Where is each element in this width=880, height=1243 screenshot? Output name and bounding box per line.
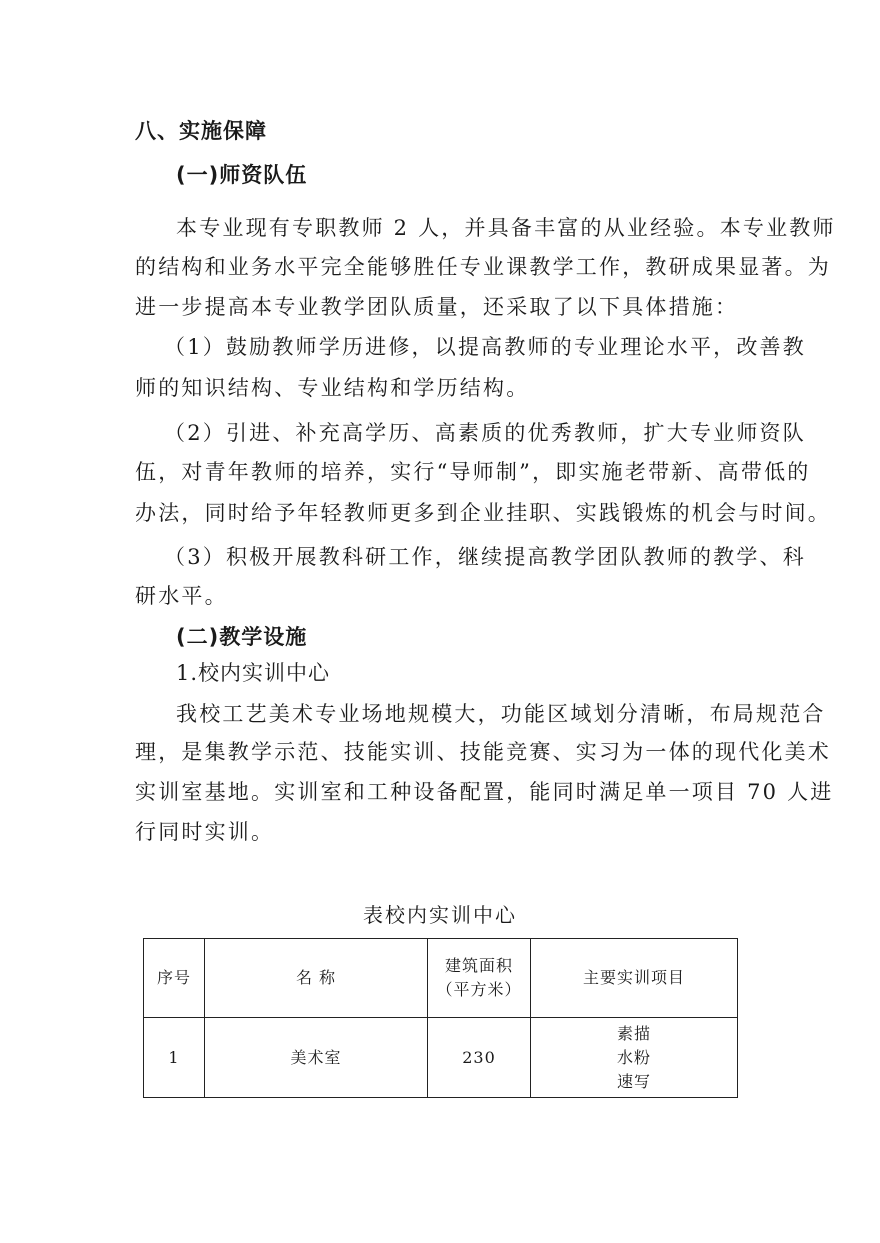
paragraph-line: 本专业现有专职教师 2 人，并具备丰富的从业经验。本专业教师: [176, 216, 836, 240]
training-center-table: [143, 938, 738, 1098]
paragraph-line: 我校工艺美术专业场地规模大，功能区域划分清晰，布局规范合: [176, 702, 826, 726]
paragraph-line: 进一步提高本专业教学团队质量，还采取了以下具体措施：: [135, 295, 739, 319]
paragraph-line: 行同时实训。: [135, 820, 275, 844]
item-title: 1.校内实训中心: [176, 661, 331, 685]
paragraph-line: 伍，对青年教师的培养，实行“导师制”，即实施老带新、高带低的: [135, 460, 811, 484]
cell-projects: [531, 1018, 738, 1098]
paragraph-line: （2）引进、补充高学历、高素质的优秀教师，扩大专业师资队: [164, 421, 806, 445]
paragraph-line: 理，是集教学示范、技能实训、技能竞赛、实习为一体的现代化美术: [135, 740, 831, 764]
header-name: 名 称: [205, 939, 428, 1018]
project-item: 素描: [616, 1023, 651, 1043]
paragraph-line: 的结构和业务水平完全能够胜任专业课教学工作，教研成果显著。为: [135, 255, 831, 279]
section-title: 八、实施保障: [135, 119, 267, 143]
table-header-row: [144, 939, 738, 1018]
project-item: 速写: [616, 1071, 651, 1091]
cell-area: 230: [428, 1018, 531, 1098]
paragraph-line: 实训室基地。实训室和工种设备配置，能同时满足单一项目 70 人进: [135, 780, 834, 804]
paragraph-line: 办法，同时给予年轻教师更多到企业挂职、实践锻炼的机会与时间。: [135, 501, 831, 525]
header-no: 序号: [144, 939, 205, 1018]
header-projects: 主要实训项目: [531, 939, 738, 1018]
header-area-line2: （平方米）: [436, 980, 522, 999]
subsection-title-facilities: (二)教学设施: [176, 625, 308, 649]
header-area-line1: 建筑面积: [444, 956, 513, 975]
paragraph-line: 师的知识结构、专业结构和学历结构。: [135, 376, 530, 400]
table-row: [144, 1018, 738, 1098]
table-caption: 表校内实训中心: [363, 903, 517, 927]
header-area: [428, 939, 531, 1018]
cell-no: 1: [144, 1018, 205, 1098]
paragraph-line: 研水平。: [135, 584, 228, 608]
paragraph-line: （3）积极开展教科研工作，继续提高教学团队教师的教学、科: [164, 545, 806, 569]
project-item: 水粉: [616, 1047, 651, 1067]
paragraph-line: （1）鼓励教师学历进修，以提高教师的专业理论水平，改善教: [164, 335, 806, 359]
cell-name: 美术室: [205, 1018, 428, 1098]
subsection-title-faculty: (一)师资队伍: [176, 163, 308, 187]
